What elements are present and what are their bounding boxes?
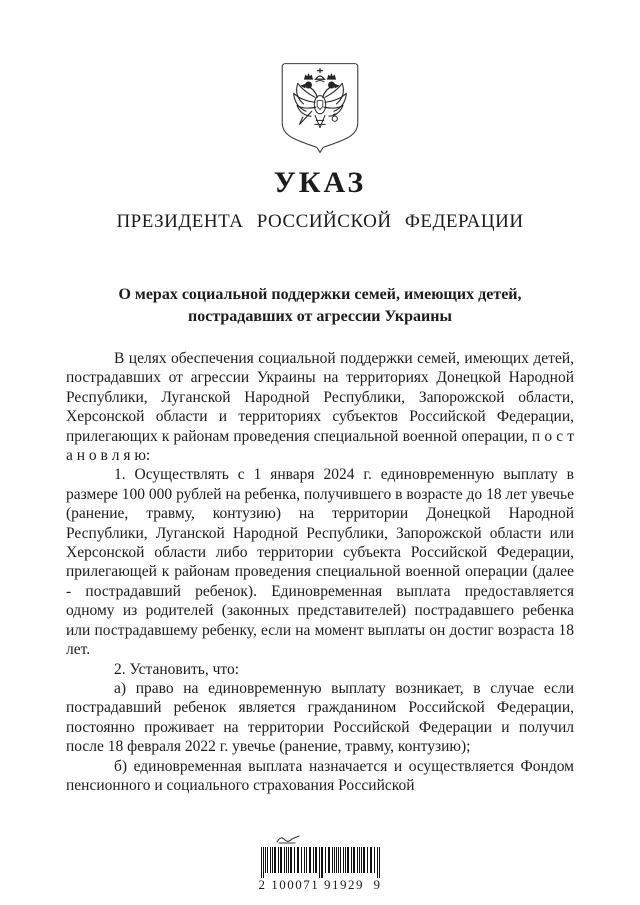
body-paragraph-item-1: 1. Осуществлять с 1 января 2024 г. единовременную выплату в размере 100 000 рублей на ребенка, получившего в возрасте до 18 лет увечье (ранение, травму, контузию) на территории Донецкой Народной Республики, Луганской Народной Республики, Запорожской области или Херсонской области либо территории субъекта Российской Федерации, прилегающей к районам проведения специальной военной операции (далее - пострадавший ребенок). Единовременная выплата предоставляется одному из родителей (законных представителей) пострадавшего ребенка или пострадавшему ребенку, если на момент выплаты он достиг возраста 18 лет. [66,466,574,659]
document-title [60,284,580,328]
document-title-line-1: О мерах социальной поддержки семей, имеющих детей, [118,286,522,303]
decree-body [66,349,574,795]
body-paragraph-preamble: В целях обеспечения социальной поддержки семей, имеющих детей, пострадавших от агрессии Украины на территориях Донецкой Народной Республики, Луганской Народной Республики, Запорожской области, Херсонской области и территориях субъектов Российской Федерации, прилегающих к районам проведения специальной военной операции, п о с т а н о в л я ю: [66,350,574,465]
issuer-heading: ПРЕЗИДЕНТА РОССИЙСКОЙ ФЕДЕРАЦИИ [116,211,524,232]
barcode [250,847,390,878]
document-type-heading: УКАЗ [273,166,367,199]
body-paragraph-item-2: 2. Установить, что: [114,660,240,678]
russia-coat-of-arms-icon [278,62,362,154]
body-paragraph-item-2b: б) единовременная выплата назначается и осуществляется Фондом пенсионного и социального страхования Российской [66,757,574,794]
stamp-mark-icon [274,833,302,846]
body-paragraph-item-2a: а) право на единовременную выплату возникает, в случае если пострадавший ребенок является гражданином Российской Федерации, постоянно проживает на территории Российской Федерации и получил после 18 февраля 2022 г. увечье (ранение, травму, контузию); [66,679,574,756]
barcode-block [250,833,390,892]
document-title-line-2: пострадавших от агрессии Украины [188,308,452,325]
barcode-digits: 2 100071 91929 9 [258,877,382,892]
